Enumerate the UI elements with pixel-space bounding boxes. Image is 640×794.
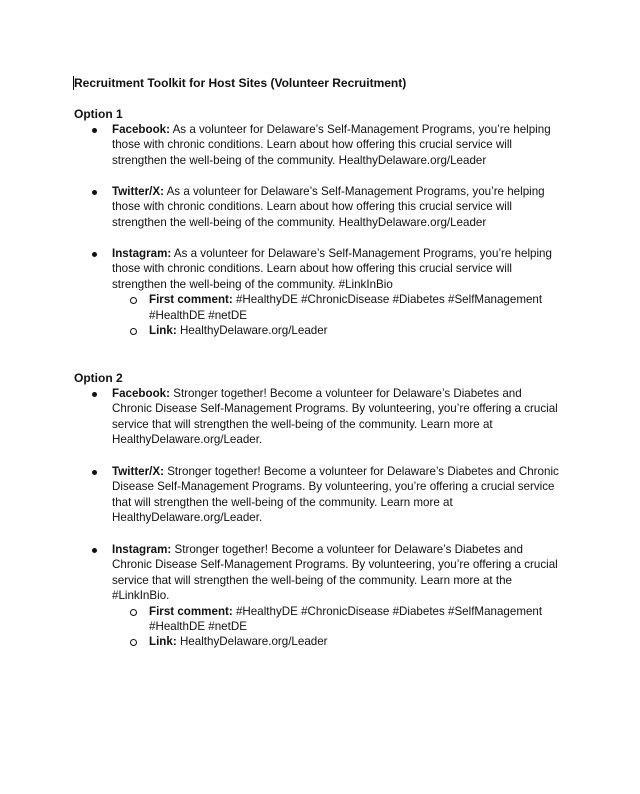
link-text: HealthyDelaware.org/Leader	[179, 324, 328, 338]
option-2-heading: Option 2	[74, 371, 123, 385]
platform-label: Facebook:	[112, 387, 170, 400]
bullet-icon	[92, 392, 97, 397]
link-label: Link:	[149, 324, 177, 338]
bullet-icon	[92, 252, 97, 257]
option-1-facebook-post	[0, 122, 640, 168]
link-text: HealthyDelaware.org/Leader	[179, 635, 328, 649]
post-text: Stronger together! Become a volunteer for Delaware’s Diabetes and Chronic Disease Self-Management Programs. By volunteering, you’re offering a crucial service that will strengthen the well-being of the community. Learn more at the #LinkInBio.	[112, 543, 558, 603]
option-1-instagram-post	[0, 246, 640, 338]
sub-bullet-icon	[130, 639, 137, 646]
platform-label: Twitter/X:	[112, 465, 164, 478]
sub-bullet-icon	[130, 297, 137, 304]
option-2-facebook-post	[0, 386, 640, 448]
bullet-icon	[92, 548, 97, 553]
option-2-instagram-post	[0, 542, 640, 650]
option-1-heading: Option 1	[74, 107, 123, 121]
option-1-twitter-post	[0, 184, 640, 230]
document-title: Recruitment Toolkit for Host Sites (Volunteer Recruitment)	[74, 76, 407, 90]
link-label: Link:	[149, 635, 177, 649]
bullet-icon	[92, 190, 97, 195]
post-text: As a volunteer for Delaware’s Self-Management Programs, you’re helping those with chronic conditions. Learn about how offering this crucial service will strengthen the well-being of the community. #LinkInBio	[112, 247, 552, 291]
first-comment-label: First comment:	[149, 293, 233, 307]
post-text: Stronger together! Become a volunteer for Delaware’s Diabetes and Chronic Disease Self-Management Programs. By volunteering, you’re offering a crucial service that will strengthen the well-being of the community. Learn more at HealthyDelaware.org/Leader.	[112, 465, 559, 525]
platform-label: Facebook:	[112, 123, 170, 136]
bullet-icon	[92, 128, 97, 133]
platform-label: Twitter/X:	[112, 185, 164, 198]
first-comment-text: #HealthyDE #ChronicDisease #Diabetes #SelfManagement #HealthDE #netDE	[149, 293, 543, 322]
first-comment-label: First comment:	[149, 604, 233, 618]
post-text: Stronger together! Become a volunteer for Delaware’s Diabetes and Chronic Disease Self-Management Programs. By volunteering, you’re offering a crucial service that will strengthen the well-being of the community. Learn more at HealthyDelaware.org/Leader.	[112, 387, 558, 447]
sub-bullet-icon	[130, 328, 137, 335]
platform-label: Instagram:	[112, 247, 172, 260]
post-text: As a volunteer for Delaware’s Self-Management Programs, you’re helping those with chronic conditions. Learn about how offering this crucial service will strengthen the well-being of the community. HealthyDelaware.org/Leader	[112, 123, 551, 167]
bullet-icon	[92, 470, 97, 475]
post-text: As a volunteer for Delaware’s Self-Management Programs, you’re helping those with chronic conditions. Learn about how offering this crucial service will strengthen the well-being of the community. HealthyDelaware.org/Leader	[112, 185, 545, 229]
option-2-twitter-post	[0, 464, 640, 526]
platform-label: Instagram:	[112, 543, 172, 556]
sub-bullet-icon	[130, 609, 137, 616]
first-comment-text: #HealthyDE #ChronicDisease #Diabetes #SelfManagement #HealthDE #netDE	[149, 604, 543, 634]
